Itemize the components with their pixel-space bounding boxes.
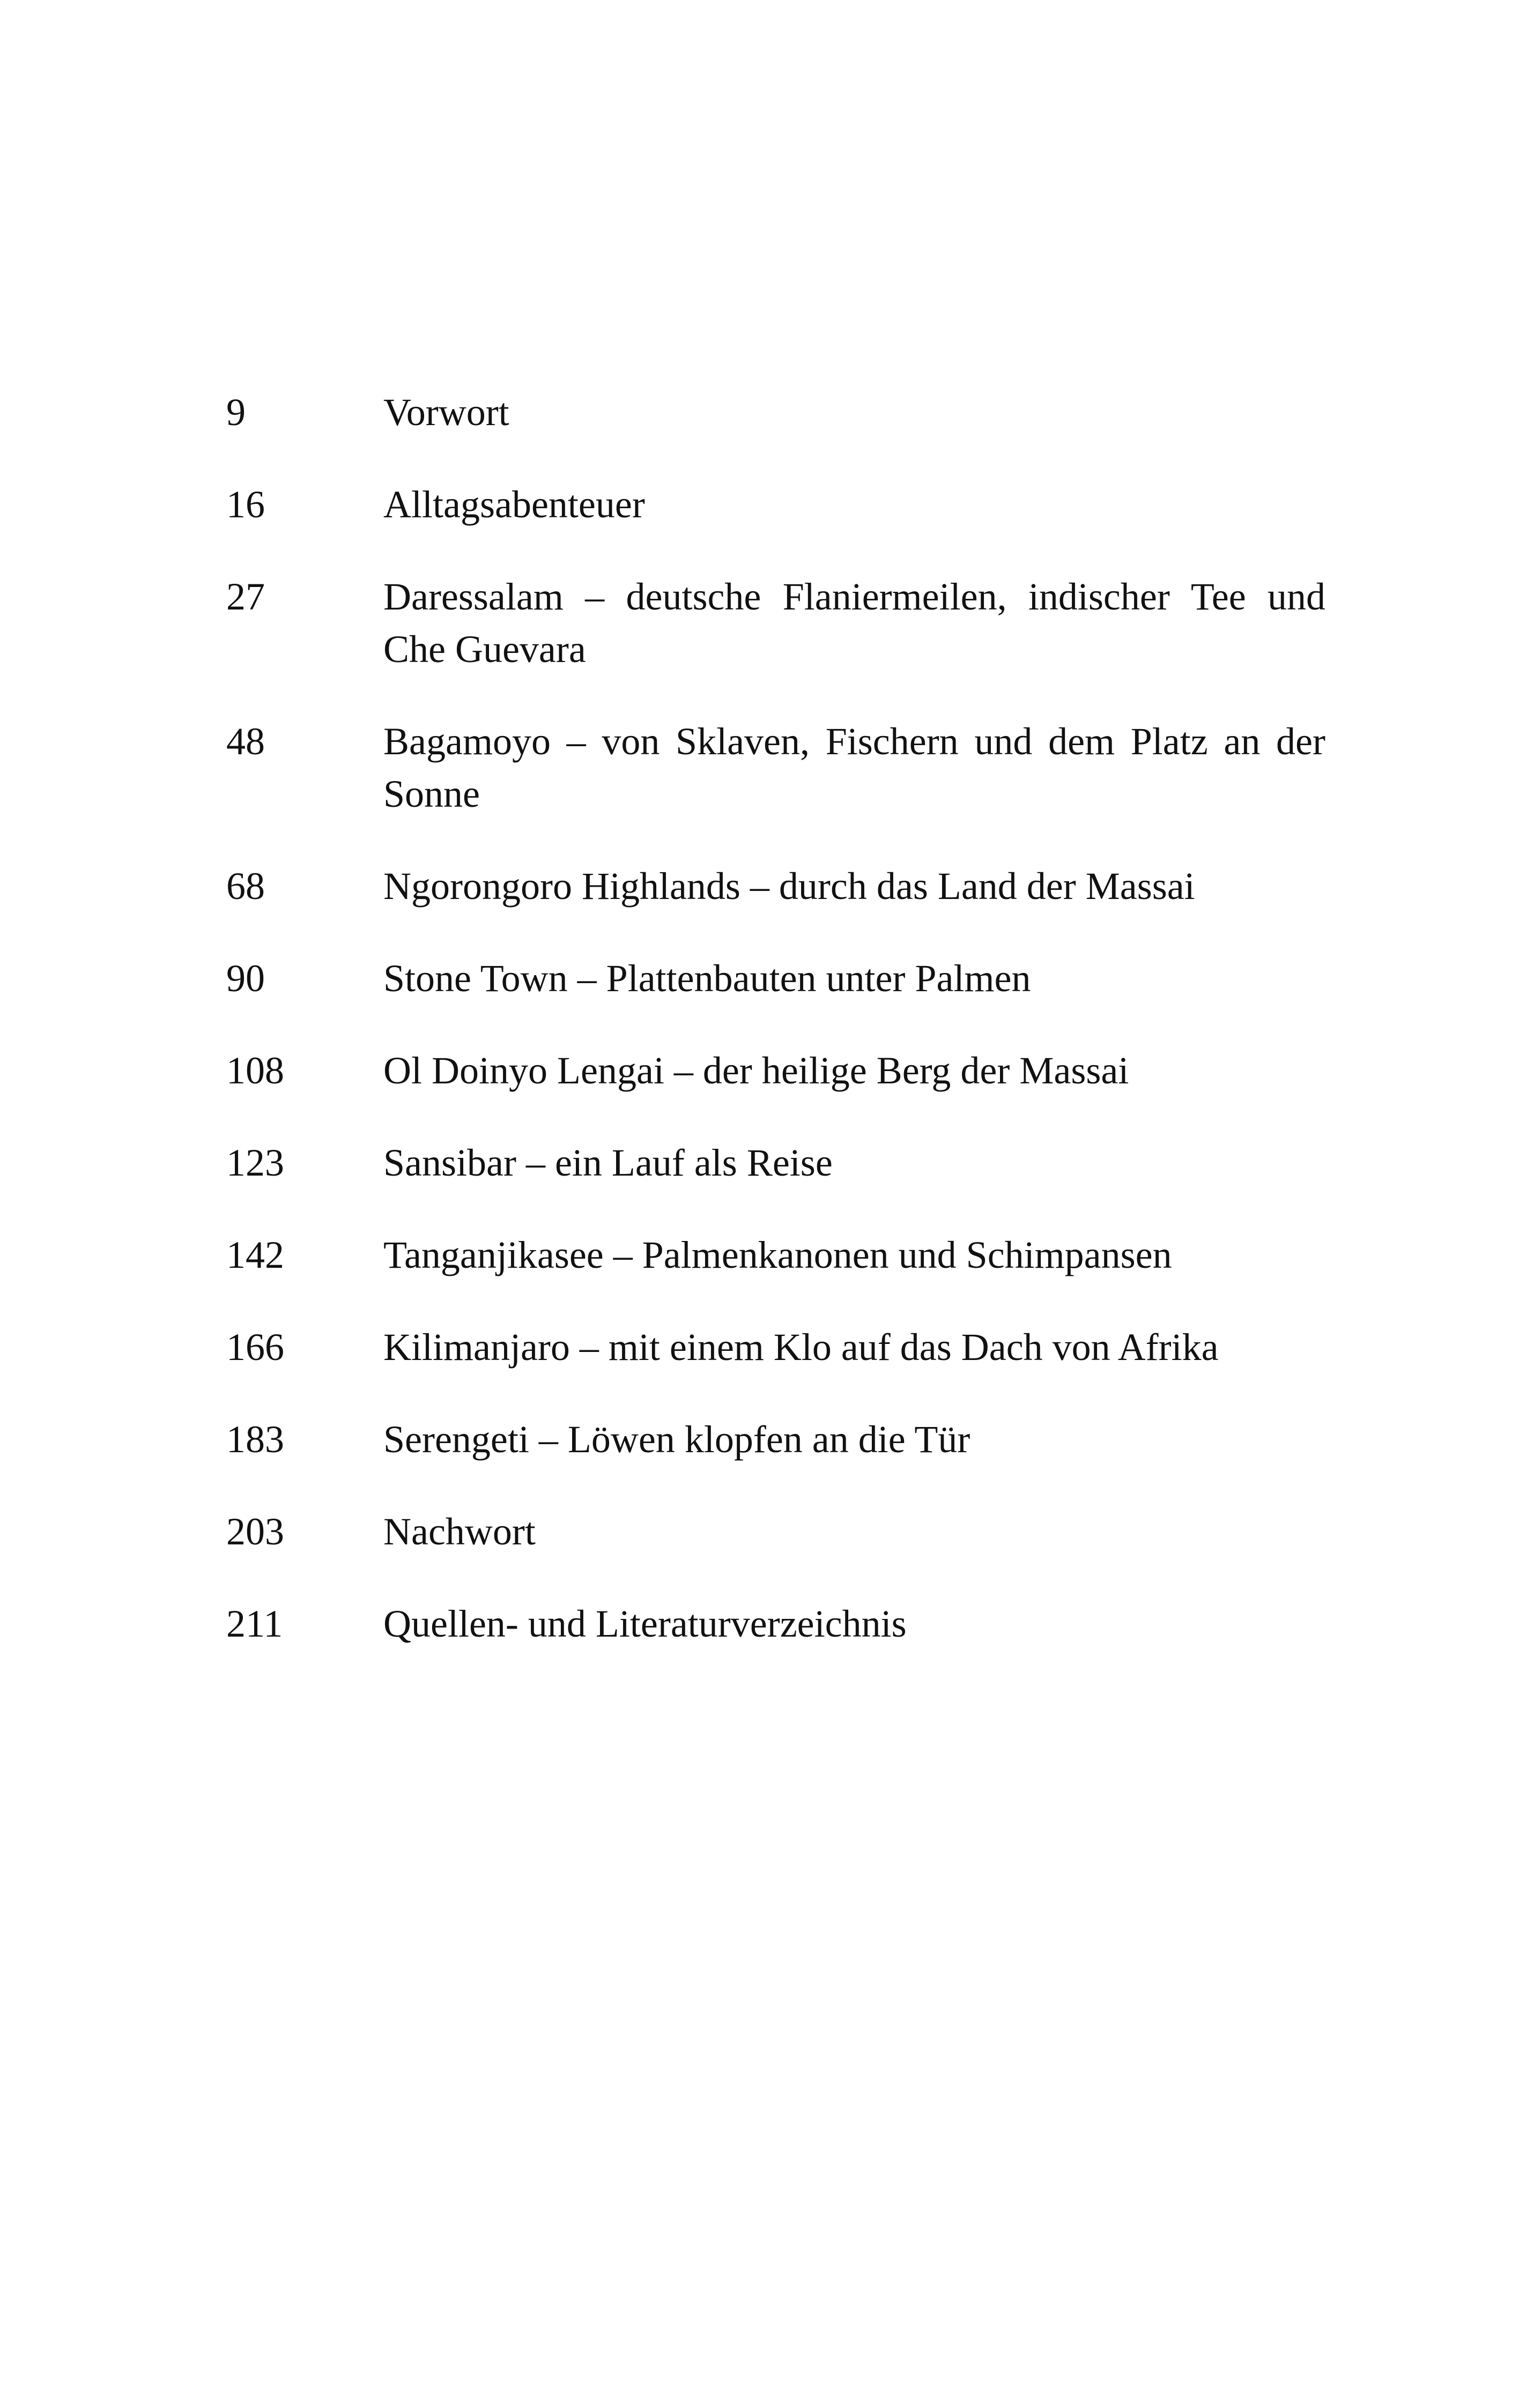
toc-entry-title: Tanganjikasee – Palmenkanonen und Schimpansen xyxy=(383,1233,1172,1276)
toc-page-number: 16 xyxy=(226,483,265,526)
toc-entry[interactable] xyxy=(226,1321,1325,1373)
toc-entry[interactable] xyxy=(226,1413,1325,1466)
toc-page-number: 9 xyxy=(226,391,246,434)
toc-entry-title: Quellen- und Literaturverzeichnis xyxy=(383,1602,907,1645)
toc-page-number: 108 xyxy=(226,1049,284,1092)
toc-entry-title: Alltagsabenteuer xyxy=(383,483,645,526)
toc-page-number: 123 xyxy=(226,1141,284,1184)
toc-entry[interactable] xyxy=(226,1044,1325,1097)
toc-entry-title: Kilimanjaro – mit einem Klo auf das Dach von Afrika xyxy=(383,1326,1219,1369)
toc-entry-title: Ol Doinyo Lengai – der heilige Berg der Massai xyxy=(383,1049,1129,1092)
toc-entry-title: Stone Town – Plattenbauten unter Palmen xyxy=(383,957,1031,1000)
toc-entry[interactable] xyxy=(226,715,1325,820)
table-of-contents xyxy=(226,386,1325,1690)
toc-entry[interactable] xyxy=(226,1136,1325,1189)
toc-page-number: 27 xyxy=(226,575,265,618)
toc-entry-title: Ngorongoro Highlands – durch das Land der Massai xyxy=(383,865,1195,908)
toc-page-number: 48 xyxy=(226,720,265,763)
toc-page-number: 68 xyxy=(226,865,265,908)
toc-entry[interactable] xyxy=(226,478,1325,531)
toc-entry-title: Nachwort xyxy=(383,1510,536,1553)
toc-entry-title: Serengeti – Löwen klopfen an die Tür xyxy=(383,1418,970,1461)
toc-page-number: 183 xyxy=(226,1418,284,1461)
toc-entry[interactable] xyxy=(226,952,1325,1005)
toc-entry[interactable] xyxy=(226,1505,1325,1558)
toc-entry-title: Bagamoyo – von Sklaven, Fischern und dem Platz an der Sonne xyxy=(383,720,1325,815)
toc-page-number: 203 xyxy=(226,1510,284,1553)
toc-page-number: 211 xyxy=(226,1602,283,1645)
toc-entry[interactable] xyxy=(226,1597,1325,1650)
toc-entry-title: Sansibar – ein Lauf als Reise xyxy=(383,1141,833,1184)
toc-page-number: 90 xyxy=(226,957,265,1000)
toc-entry[interactable] xyxy=(226,570,1325,675)
toc-page-number: 142 xyxy=(226,1233,284,1276)
toc-entry[interactable] xyxy=(226,386,1325,439)
toc-page-number: 166 xyxy=(226,1326,284,1369)
toc-entry[interactable] xyxy=(226,860,1325,912)
toc-entry[interactable] xyxy=(226,1229,1325,1281)
toc-entry-title: Daressalam – deutsche Flaniermeilen, indischer Tee und Che Guevara xyxy=(383,575,1325,671)
toc-entry-title: Vorwort xyxy=(383,391,509,434)
